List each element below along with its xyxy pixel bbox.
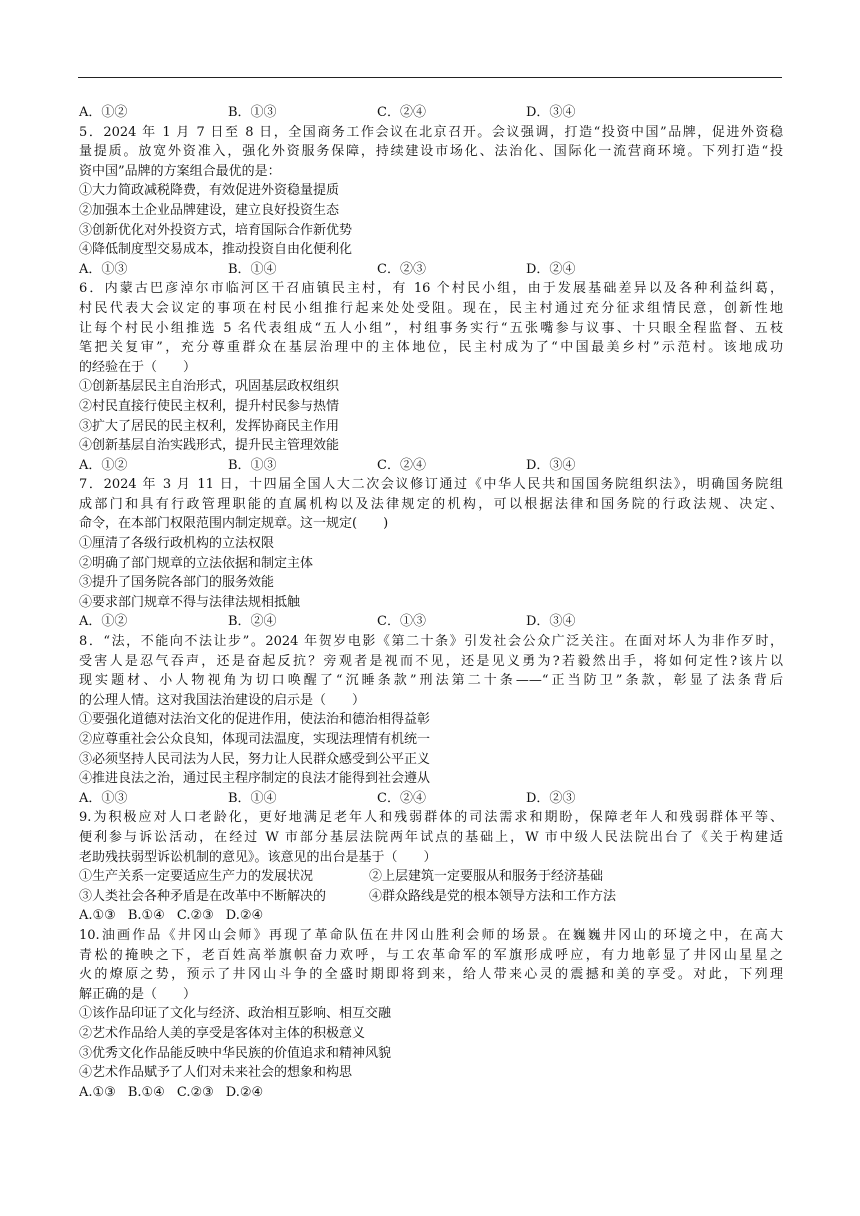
document-body bbox=[79, 103, 783, 1102]
choice-item: ③提升了国务院各部门的服务效能 bbox=[79, 575, 275, 591]
question-stem-line: 量提质。放宽外资准入，强化外资服务保障，持续建设市场化、法治化、国际化一流营商环境。下列打造“投 bbox=[79, 144, 783, 160]
question-stem-line: 火的燎原之势，预示了井冈山斗争的全盛时期即将到来，给人带来心灵的震撼和美的享受。对此，下列理 bbox=[79, 967, 783, 983]
choice-item: ③人类社会各种矛盾是在改革中不断解决的 bbox=[79, 888, 327, 904]
question-10 bbox=[79, 926, 783, 1102]
question-9 bbox=[79, 808, 783, 926]
choice-item: ②村民直接行使民主权利，提升村民参与热情 bbox=[79, 398, 340, 414]
question-stem-line: 村民代表大会议定的事项在村民小组推行起来处处受阻。现在，民主村通过充分征求组情民意，创新性地 bbox=[79, 300, 783, 316]
question-stem-line: 5．2024 年 1 月 7 日至 8 日，全国商务工作会议在北京召开。会议强调，打造“投资中国”品牌，促进外资稳 bbox=[79, 124, 783, 140]
q4-options bbox=[79, 103, 783, 123]
choice-item: ③优秀文化作品能反映中华民族的价值追求和精神风貌 bbox=[79, 1045, 392, 1061]
choice-item: ②加强本土企业品牌建设，建立良好投资生态 bbox=[79, 202, 340, 218]
option: A．①③ bbox=[79, 261, 128, 277]
option: D.②④ bbox=[225, 1084, 264, 1100]
option: C．②④ bbox=[377, 105, 426, 120]
option: D．③④ bbox=[526, 105, 576, 120]
question-8 bbox=[79, 632, 783, 808]
option: A．①② bbox=[79, 457, 128, 473]
choice-item: ②上层建筑一定要服从和服务于经济基础 bbox=[369, 869, 604, 885]
question-stem-line: 笔把关复审”，充分尊重群众在基层治理中的主体地位，民主村成为了“中国最美乡村”示范村。该地成功 bbox=[79, 340, 783, 356]
choice-item: ④降低制度型交易成本，推动投资自由化便利化 bbox=[79, 242, 353, 258]
question-stem-line: 老助残扶弱型诉讼机制的意见》。该意见的出台是基于（ ） bbox=[79, 849, 437, 865]
option: C．②④ bbox=[377, 457, 426, 473]
q7-options bbox=[79, 612, 783, 632]
option: D．③④ bbox=[526, 614, 576, 630]
option: B．②④ bbox=[228, 614, 277, 630]
choice-item: ①大力简政减税降费，有效促进外资稳量提质 bbox=[79, 183, 340, 199]
question-stem-line: 受害人是忍气吞声，还是奋起反抗？旁观者是视而不见，还是见义勇为?若毅然出手，将如何定性?该片以 bbox=[79, 653, 783, 669]
question-stem-line: 10.油画作品《井冈山会师》再现了革命队伍在井冈山胜利会师的场景。在巍巍井冈山的环境之中，在高大 bbox=[79, 927, 783, 943]
q10-options bbox=[79, 1083, 783, 1103]
choice-item: ①生产关系一定要适应生产力的发展状况 bbox=[79, 869, 314, 885]
choice-item: ④要求部门规章不得与法律法规相抵触 bbox=[79, 594, 301, 610]
choice-item: ④创新基层自治实践形式，提升民主管理效能 bbox=[79, 438, 340, 454]
header-rule bbox=[78, 77, 782, 78]
option: D．③④ bbox=[526, 457, 576, 473]
question-stem-line: 命令，在本部门权限范围内制定规章。这一规定( ) bbox=[79, 516, 389, 532]
choice-item: ①要强化道德对法治文化的促进作用，使法治和德治相得益彰 bbox=[79, 712, 431, 728]
option: D.②④ bbox=[225, 908, 264, 924]
option: C．②④ bbox=[377, 790, 426, 806]
choice-item: ①厘清了各级行政机构的立法权限 bbox=[79, 536, 275, 552]
choice-row bbox=[79, 887, 783, 907]
option: C.②③ bbox=[176, 908, 214, 924]
q6-options bbox=[79, 456, 783, 476]
option: A．①② bbox=[79, 105, 128, 120]
option: A.①③ bbox=[79, 1084, 116, 1100]
question-stem-line: 的公理人情。这对我国法治建设的启示是（ ） bbox=[79, 692, 366, 708]
option: C．①③ bbox=[377, 614, 426, 630]
question-7 bbox=[79, 475, 783, 632]
choice-row bbox=[79, 867, 783, 887]
choice-item: ②应尊重社会公众良知，体现司法温度，实现法理情有机统一 bbox=[79, 732, 431, 747]
option: B.①④ bbox=[127, 908, 165, 924]
choice-item: ④艺术作品赋予了人们对未来社会的想象和构思 bbox=[79, 1065, 353, 1081]
question-stem-line: 的经验在于（ ） bbox=[79, 359, 197, 375]
option: B．①③ bbox=[228, 105, 277, 120]
question-stem-line: 现实题材、小人物视角为切口唤醒了“沉睡条款”刑法第二十条——“正当防卫”条款，彰显了法条背后 bbox=[79, 673, 783, 689]
choice-item: ④推进良法之治，通过民主程序制定的良法才能得到社会遵从 bbox=[79, 771, 431, 787]
option: B．①④ bbox=[228, 790, 277, 806]
choice-item: ①该作品印证了文化与经济、政治相互影响、相互交融 bbox=[79, 1006, 392, 1022]
option: C．②③ bbox=[377, 261, 426, 277]
question-stem-line: 成部门和具有行政管理职能的直属机构以及法律规定的机构，可以根据法律和国务院的行政法规、决定、 bbox=[79, 496, 783, 512]
option: A．①② bbox=[79, 614, 128, 630]
option: B.①④ bbox=[127, 1084, 165, 1100]
option: D．②④ bbox=[526, 261, 576, 277]
option: B．①③ bbox=[228, 457, 277, 473]
question-stem-line: 青松的掩映之下，老百姓高举旗帜奋力欢呼，与工农革命军的军旗形成呼应，有力地彰显了井冈山星星之 bbox=[79, 947, 783, 963]
option: A.①③ bbox=[79, 908, 116, 924]
choice-item: ③扩大了居民的民主权利，发挥协商民主作用 bbox=[79, 418, 340, 434]
question-stem-line: 6．内蒙古巴彦淖尔市临河区干召庙镇民主村，有 16 个村民小组，由于发展基础差异以及各种利益纠葛， bbox=[79, 281, 783, 297]
q9-options bbox=[79, 906, 783, 926]
q8-options bbox=[79, 789, 783, 809]
choice-item: ④群众路线是党的根本领导方法和工作方法 bbox=[369, 888, 617, 904]
question-stem-line: 让每个村民小组推选 5 名代表组成“五人小组”，村组事务实行“五张嘴参与议事、十只眼全程监督、五枝 bbox=[79, 320, 783, 336]
question-stem-line: 8．“法，不能向不法让步”。2024 年贺岁电影《第二十条》引发社会公众广泛关注。在面对坏人为非作歹时， bbox=[79, 634, 783, 650]
option: B．①④ bbox=[228, 261, 277, 277]
question-stem-line: 解正确的是（ ） bbox=[79, 986, 197, 1002]
question-5 bbox=[79, 123, 783, 280]
option: A．①③ bbox=[79, 790, 128, 806]
q5-options bbox=[79, 260, 783, 280]
option: D．②③ bbox=[526, 790, 576, 806]
choice-item: ③创新优化对外投资方式，培育国际合作新优势 bbox=[79, 222, 353, 238]
choice-item: ③必须坚持人民司法为人民，努力让人民群众感受到公平正义 bbox=[79, 751, 431, 767]
question-stem-line: 便利参与诉讼活动，在经过 W 市部分基层法院两年试点的基础上，W 市中级人民法院出台了《关于构建适 bbox=[79, 829, 783, 845]
choice-item: ②艺术作品给人美的享受是客体对主体的积极意义 bbox=[79, 1025, 366, 1041]
question-6 bbox=[79, 279, 783, 475]
question-stem-line: 资中国”品牌的方案组合最优的是： bbox=[79, 163, 281, 179]
option: C.②③ bbox=[176, 1084, 214, 1100]
question-stem-line: 9.为积极应对人口老龄化，更好地满足老年人和残弱群体的司法需求和期盼，保障老年人和残弱群体平等、 bbox=[79, 810, 783, 826]
choice-item: ①创新基层民主自治形式，巩固基层政权组织 bbox=[79, 379, 340, 395]
question-stem-line: 7．2024 年 3 月 11 日，十四届全国人大二次会议修订通过《中华人民共和国国务院组织法》，明确国务院组 bbox=[79, 477, 783, 493]
choice-item: ②明确了部门规章的立法依据和制定主体 bbox=[79, 555, 314, 571]
